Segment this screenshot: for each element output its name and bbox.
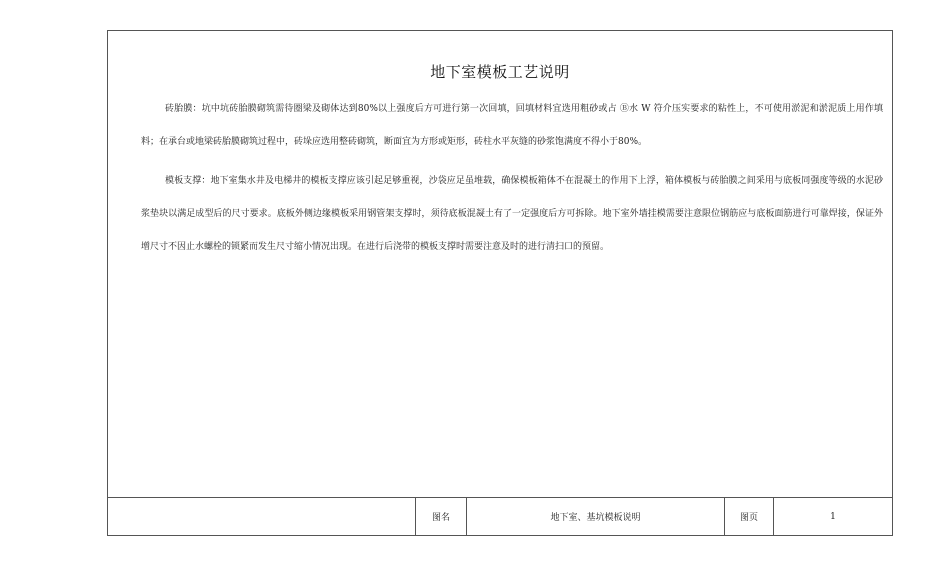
title-block [108,497,892,535]
page-number-value: 1 [773,498,892,535]
drawing-frame [107,30,893,536]
document-title: 地下室模板工艺说明 [430,63,570,81]
paragraph-brick-mold: 砖胎膜：坑中坑砖胎膜砌筑需待圈梁及砌体达到80%以上强度后方可进行第一次回填，回填材料宜选用粗砂或占 Ⓑ水 W 符介压实要求的粘性上，不可使用淤泥和淤泥质上用作填料；在承台或地梁砖胎膜砌筑过程中，砖垛应选用整砖砌筑，断面宜为方形或矩形，砖柱水平灰缝的砂浆饱满度不得小于80%。 [141,104,883,147]
drawing-name-value: 地下室、基坑模板说明 [466,498,724,535]
document-body [141,93,883,264]
page-number-label: 图页 [724,498,773,535]
drawing-name-label: 图名 [415,498,466,535]
title-block-blank-cell [108,498,415,535]
paragraph-formwork-support: 模板支撑：地下室集水井及电梯井的模板支撑应该引起足够重视，沙袋应足虽堆载，确保模板箱体不在混凝土的作用下上浮，箱体模板与砖胎膜之间采用与底板同强度等级的水泥砂浆垫块以满足成型后的尺寸要求。底板外侧边缘模板采用钢管架支撑时，须待底板混凝土有了一定强度后方可拆除。地下室外墙挂模需要注意限位钢筋应与底板面筋进行可靠焊接，保证外增尺寸不因止水螺栓的锁紧而发生尺寸缩小情况出现。在进行后浇带的模板支撑时需要注意及时的进行清扫口的预留。 [141,176,883,252]
